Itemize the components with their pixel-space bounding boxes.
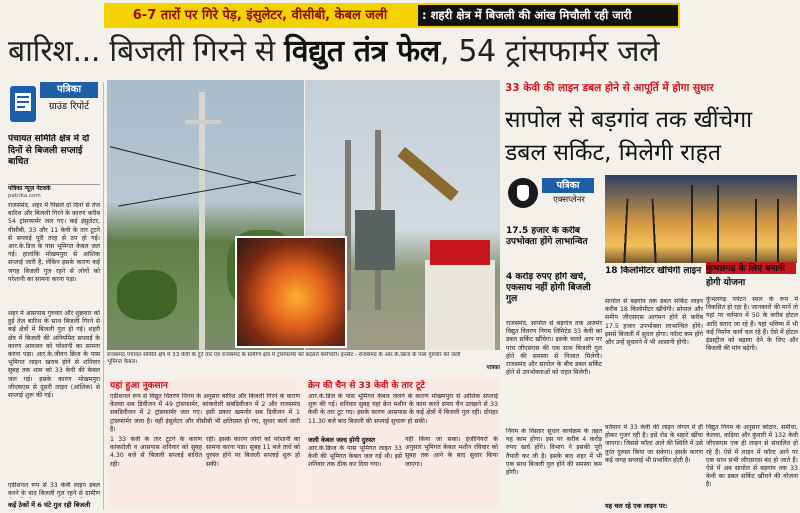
photo-inset-burnt-cable — [235, 236, 347, 348]
line18-body2: वर्तमान में 33 केवी की लाइन जंगल में ही होकर गुजर रही है। इसे रोड के सहारे खींचा जाएगा। जिससे फॉल्ट आने की स्थिति में उसे तुरंत दुरुस्त किया जा सकेगा। इसके कारण कई जगह सप्लाई भी प्रभावित होती है। — [605, 424, 703, 464]
ground-report-badge — [8, 82, 100, 130]
explainer-q1: 17.5 हजार के करीब उपभोक्ता होंगे लाभान्वित — [506, 226, 588, 247]
ground-report-site: patrika.com — [8, 193, 41, 199]
crane-box-sub1-title: जली केबल जल्द होगी दुरुस्त — [308, 436, 376, 444]
column-divider — [103, 82, 104, 510]
headline-part2: , 54 ट्रांसफार्मर जले — [439, 34, 660, 69]
top-strip-left: 6-7 तारों पर गिरे पेड़, इंसुलेटर, वीसीबी, केबल जली — [132, 8, 388, 23]
photo-caption: राजसमंद पंचायत समिति क्षेत्र में 33 केवी के टूटे तार एवं राजसमंद के ग्रामीण क्षेत्र में ट्रांसफार्मर को बदलते कर्मचारी। इनसेट : राजसमंद के आर.के.क्रिज के पास गुरुवार को जली भूमिगत केबल। — [107, 352, 461, 365]
photo-credit: पत्रिका — [486, 365, 500, 371]
ground-report-footer: कई ठेकों में 6 घंटे गुल रही बिजली — [8, 501, 91, 509]
photo-transmission-tower — [605, 175, 797, 263]
explainer-body2: निगम के विस्तार सुधार कार्यक्रम के तहत यह काम होगा। इस पर करीब 4 करोड़ रुपए खर्च होंगे। विभाग ने इसकी पूरी तैयारी कर ली है। इसके बाद शहर में भी एक साथ बिजली गुल होने की समस्या कम होगी। — [506, 428, 602, 477]
crane-box-sub1-body: आर.के.क्रिज के पास भूमिगत लाइन 33 केवी की भूमिगत केबल जल गई थी। इसे शनिवार तक ठीक कर दिया गया। — [308, 445, 402, 469]
right-strip: 33 केवी की लाइन डबल होने से आपूर्ति में होगा सुधार — [505, 82, 714, 94]
ground-report-label: ग्राउंड रिपोर्ट — [48, 101, 90, 112]
top-strip-right: : शहरी क्षेत्र में बिजली की आंख मिचौली रही जारी — [418, 5, 678, 26]
ground-report-byline: पत्रिका न्यूज़ नेटवर्क — [8, 184, 100, 192]
explainer-body1: राजसमंद. सापोल से बड़गांव तक अजमेर विद्युत वितरण निगम लिमिटेड 33 केवी का डबल सर्किट खींचेगा। इसके चलते आप पर पांच जीएसएस की एक साथ बिजली गुल होने की समस्या से निजात मिलेगी। राजसमंद और सापोल के बीच डबल सर्किट होने से उपभोक्ताओं को राहत मिलेगी। — [506, 320, 602, 377]
headline-bold: विद्युत तंत्र फेल — [284, 34, 440, 69]
loss-box-body: एडीशनल रूप से विद्युत वितरण निगम के अनुसार बारिश और बिजली गिरने के कारण केलवा सब डिवीजन में 49 ट्रांसफार्मर, कांकरोली सबडिवीजन में 2 और राजसमंद सबडिवीजन में 2 ट्रांसफार्मर जल गए। इसी प्रकार खमनोर सब डिवीजन में 1 ट्रांसफार्मर जला है। वहीं इंसुलेटर और वीसीबी भी क्षतिग्रस्त हो गए, सुधार कार्य जारी है। — [110, 393, 300, 433]
explainer-label: एक्सप्लेनर — [553, 195, 585, 205]
ground-report-body1: राजसमंद. शहर में पिछले दो दिनों से तेज बारिश और बिजली गिरने के कारण करीब 54 ट्रांसफार्मर जल गए। कई इंसुलेटर, वीसीबी, 33 और 11 केवी के तार टूटने से सप्लाई पूरी तरह से ठप हो गई। आर.के.डिज के पास भूमिगत केबल जल गई। हालांकि मोखमपुरा से आंशिक सप्लाई जारी है, लेकिन इसके कारण कई जगह बिजली गुल रहने से लोगों को परेशानी का सामना करना पड़ा। — [8, 202, 100, 283]
hand-icon — [508, 178, 538, 208]
crane-box-sub2-body: नहीं किया जा सका। इंजीनियरों के अनुसार भूमिगत केबल मशीन रविवार को सुबह तक आने के बाद सुधार किया जाएगा। — [405, 436, 498, 468]
kumbhalgarh-title: कुंभलगढ़ के लिए बनानी होगी योजना — [706, 264, 785, 288]
headline-part1: बारिश... बिजली गिरने से — [8, 34, 285, 69]
line18-body: सापोल से बड़गांव तक डबल सर्किट लाइन करीब 18 किलोमीटर खींचेगी। सोपाल और समीप जीएसएस आगमन होने से करीब 17.5 हजार उपभोक्ता लाभान्वित होंगे। इससे बिजली में सुधार होगा। फॉल्ट कम होंगे और उन्हें सुधारने में भी आसानी होगी। — [605, 298, 703, 347]
kumbhalgarh-body2: विद्युत निगम के अनुसार कोठार, समीचा, केलवा, कड़िया और कुंवारी में 132 केवी जीएसएस एक ही लाइन से संचालित हो रहे हैं। ऐसे में लाइन में फॉल्ट आने पर एक साथ सभी जीएसएस बंद हो जाते हैं। ऐसे में अब सापोल से बड़गांव तक 33 केवी का डबल सर्किट खींचने की योजना है। — [706, 424, 798, 489]
ground-report-brand: पत्रिका — [40, 82, 98, 98]
right-headline: सापोल से बड़गांव तक खींचेगा डबल सर्किट, मिलेगी राहत — [505, 107, 753, 166]
explainer-brand: पत्रिका — [542, 178, 594, 193]
ground-report-title: पंचायत समिति क्षेत्र में दो दिनों से बिजली सप्लाई बाधित — [8, 134, 90, 167]
ground-report-body3: एडीशनल रूप से 33 केवी लाइन डबल करने के बाद बिजली गुल रहने से ग्रामीण — [8, 482, 100, 498]
explainer-badge — [506, 176, 596, 224]
line18-footer: यह चल रहे एक लाइन पर: — [605, 502, 668, 510]
kumbhalgarh-body: कुंभलगढ़ पर्यटन स्थल के रूप में विकसित हो रहा है। जानकारों की मानें तो यहां पर वर्तमान में 50 के करीब होटल आदि बताए जा रहे हैं। यहां भविष्य में भी कई निर्माण कार्य चल रहे हैं। ऐसे में होटल इंडस्ट्रीज को बढ़ावा देने के लिए और बिजली की मांग बढ़ेगी। — [706, 296, 798, 353]
crane-box-body: आर.के.डिज के पास भूमिगत केबल जलने के कारण मोखमपुरा से आंशिक सप्लाई शुरू की गई। शनिवार सुबह यहां क्रेन मशीन के काम करते समय चैन उलझने से 33 केवी के तार टूट गए। इसके कारण आसपास के कई क्षेत्रों में बिजली गुल रही। दोपहर 11.30 बजे बाद बिजली की सप्लाई सुचारू हो सकी। — [308, 393, 498, 425]
loss-box-title: यहां हुआ नुकसान — [110, 381, 168, 391]
transmission-tower-icon — [623, 199, 657, 263]
main-headline — [8, 30, 798, 76]
ground-report-body2: शहर में आसपास गुरुवार और शुक्रवार को हुई तेज बारिश के साथ बिजली गिरने से कई क्षेत्रों में बिजली गुल हो गई। शहरी क्षेत्र में बिजली की अनियमित सप्लाई के कारण आमजन को परेशानी का सामना करना पड़ा। आर.के.जीवन क्रिज के पास भूमिगत लाइन खराब होने से शनिवार सुबह तक शाम को 33 केवी की केबल जल गई। इसके कारण मोखमपुरा जीएसएस से दूसरी लाइन (आंशिक) से सप्लाई शुरू की गई। — [8, 310, 100, 400]
loss-box-col1: 1 33 केवी के तार टूटने के कारण कांकरोली व आसपास शनिवार को सुबह 4.30 बजे से बिजली सप्लाई बाधित रही। — [110, 436, 202, 468]
loss-box-col2: रही। इसके कारण लोगों को परेशानी का सामना करना पड़ा। सुबह 11 बजे तार्ध को दुरुस्त होने पर बिजली सप्लाई शुरू हो सकी। — [206, 436, 300, 468]
line18-title: 18 किलोमीटर खींचेगी लाइन — [605, 266, 702, 276]
newspaper-icon — [10, 86, 36, 122]
crane-box-title: क्रेन की चैन से 33 केवी के तार टूटे — [308, 381, 425, 391]
explainer-q2: 4 करोड़ रुपए होंगे खर्च, एकसाथ नहीं होगी बिजली गुल — [506, 272, 591, 304]
